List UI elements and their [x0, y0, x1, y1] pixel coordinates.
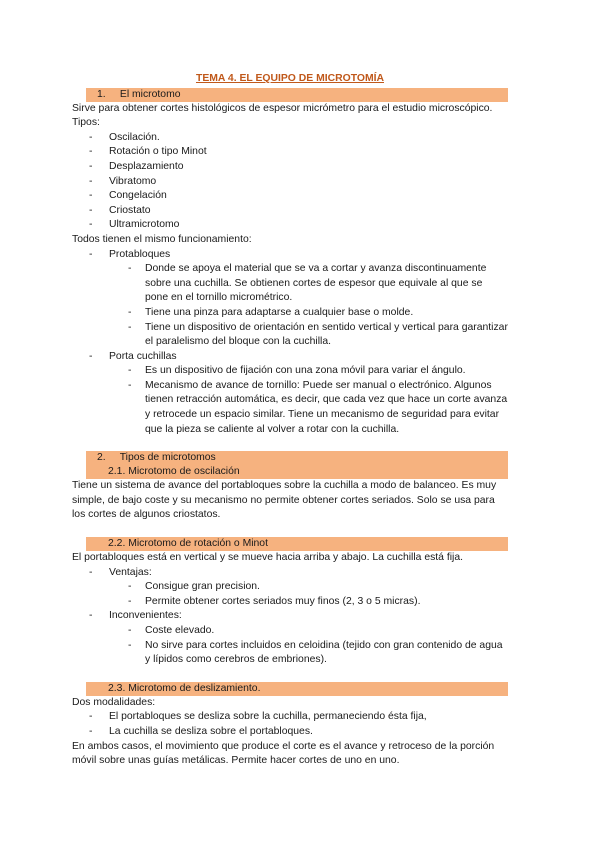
funcionamiento-list	[72, 248, 508, 438]
portacuchillas-sublist	[109, 364, 508, 437]
section-1-heading	[86, 88, 508, 102]
document-title: TEMA 4. EL EQUIPO DE MICROTOMÍA	[195, 73, 384, 84]
list-item-inconvenientes	[72, 609, 508, 667]
section-2-3-heading: 2.3. Microtomo de deslizamiento.	[86, 682, 508, 696]
list-item: - Rotación o tipo Minot	[72, 145, 508, 160]
list-item: - Congelación	[72, 189, 508, 204]
inconvenientes-label: Inconvenientes:	[109, 610, 182, 622]
tipos-list	[72, 131, 508, 233]
portabloques-sublist	[109, 262, 508, 350]
list-item: - Coste elevado.	[109, 624, 508, 639]
section-2-2-heading: 2.2. Microtomo de rotación o Minot	[86, 537, 508, 551]
section-2-1-text: Tiene un sistema de avance del portabloques sobre la cuchilla a modo de balanceo. Es muy simple, de bajo coste y su mecanismo no permite obtener cortes seriados. Solo se usa para los cortes de algunos criostatos.	[72, 480, 497, 521]
list-item: - Criostato	[72, 204, 508, 219]
section-2-3-text: En ambos casos, el movimiento que produce el corte es el avance y retroceso de la porción móvil sobre unas guías metálicas. Permite hacer cortes de uno en uno.	[72, 740, 495, 767]
section-2-heading	[86, 451, 508, 465]
section-1-number: 1.	[97, 88, 106, 100]
list-item: - Tiene un dispositivo de orientación en sentido vertical y vertical para garantizar el paralelismo del bloque con la cuchilla.	[109, 321, 508, 350]
list-item: - Es un dispositivo de fijación con una zona móvil para variar el ángulo.	[109, 364, 508, 379]
list-item: - La cuchilla se desliza sobre el portabloques.	[72, 725, 508, 740]
ventajas-sublist	[109, 580, 508, 609]
list-item: - No sirve para cortes incluidos en celoidina (tejido con gran contenido de agua y lípidos como cerebros de embriones).	[109, 639, 508, 668]
modalidades-list	[72, 710, 508, 739]
list-item: - El portabloques se desliza sobre la cuchilla, permaneciendo ésta fija,	[72, 710, 508, 725]
section-2-number: 2.	[97, 452, 106, 464]
section-1-intro: Sirve para obtener cortes histológicos de espesor micrómetro para el estudio microscópico.	[72, 102, 493, 114]
list-item: - Vibratomo	[72, 175, 508, 190]
list-item: - Desplazamiento	[72, 160, 508, 175]
ventajas-inconvenientes-list	[72, 566, 508, 668]
list-item-portabloques	[72, 248, 508, 350]
inconvenientes-sublist	[109, 624, 508, 668]
list-item: - Mecanismo de avance de tornillo: Puede ser manual o electrónico. Algunos tienen retracción automática, es decir, que cada vez que hace un corte avanza y retrocede un espacio similar. Tiene un mecanismo de seguridad para evitar que la pieza se caliente al volver a rotar con la cuchilla.	[109, 379, 508, 437]
modalidades-label: Dos modalidades:	[72, 696, 156, 708]
portacuchillas-label: Porta cuchillas	[109, 350, 177, 362]
portabloques-label: Protabloques	[109, 248, 171, 260]
list-item: - Permite obtener cortes seriados muy finos (2, 3 o 5 micras).	[109, 595, 508, 610]
list-item: - Donde se apoya el material que se va a cortar y avanza discontinuamente sobre una cuchilla. Se obtienen cortes de espesor que equivale al que se pone en el tornillo micrométrico.	[109, 262, 508, 306]
ventajas-label: Ventajas:	[109, 566, 152, 578]
list-item: - Oscilación.	[72, 131, 508, 146]
section-2-1-heading: 2.1. Microtomo de oscilación	[86, 465, 508, 479]
section-2-2-text: El portabloques está en vertical y se mueve hacia arriba y abajo. La cuchilla está fija.	[72, 552, 464, 564]
list-item-ventajas	[72, 566, 508, 610]
list-item: - Tiene una pinza para adaptarse a cualquier base o molde.	[109, 306, 508, 321]
list-item: - Ultramicrotomo	[72, 218, 508, 233]
list-item: - Consigue gran precision.	[109, 580, 508, 595]
section-2-title: Tipos de microtomos	[119, 452, 216, 464]
tipos-label: Tipos:	[72, 117, 100, 129]
document-page	[72, 72, 508, 769]
funcionamiento-label: Todos tienen el mismo funcionamiento:	[72, 233, 252, 245]
section-1-title: El microtomo	[119, 88, 181, 100]
list-item-portacuchillas	[72, 350, 508, 438]
